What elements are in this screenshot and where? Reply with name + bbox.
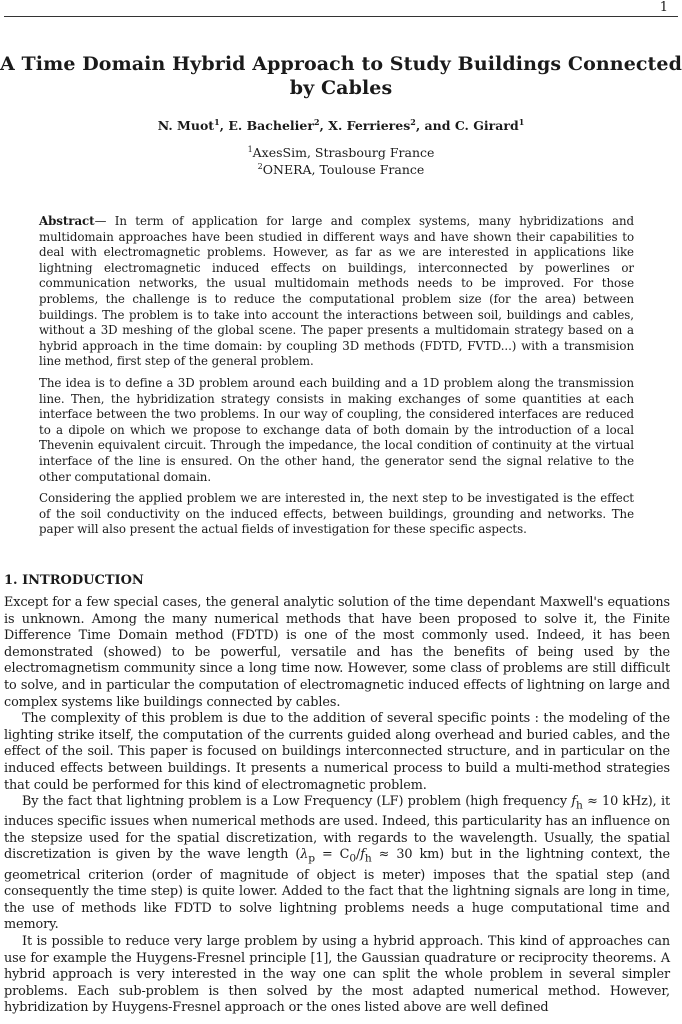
abstract-paragraph: The idea is to define a 3D problem around each building and a 1D problem along the transmission line. Then, the hybridization strategy consists in making exchanges of some quantities at each interface between the two problems. In our way of coupling, the considered interfaces are reduced to a dipole on which we propose to exchange data of both domain by the introduction of a local Thevenin equivalent circuit. Through the impedance, the local condition of continuity at the virtual interface of the line is ensured. On the other hand, the generator send the signal relative to the other computational domain. bbox=[39, 375, 634, 484]
math-subscript: h bbox=[364, 852, 372, 865]
section-body bbox=[4, 595, 670, 1017]
author-name: E. Bachelier bbox=[228, 118, 314, 133]
section-heading: 1. INTRODUCTION bbox=[4, 573, 144, 588]
affiliation-text: ONERA, Toulouse France bbox=[262, 162, 425, 177]
body-paragraph: It is possible to reduce very large problem by using a hybrid approach. This kind of approaches can use for example the Huygens-Fresnel principle [1], the Gaussian quadrature or reciprocity theorems. A hybrid approach is very interested in the way one can split the whole problem in several simpler problems. Each sub-problem is then solved by the most adapted numerical method. However, hybridization by Huygens-Fresnel approach or the ones listed above are well defined bbox=[4, 933, 670, 1016]
text-run: ≈ 10 kHz), it induces specific issues when numerical methods are used. Indeed, this particularity has an influence on the stepsize used for the spatial discretization, with regards to the wavelength. Usually, the spatial discretization is given by the wave length ( bbox=[4, 794, 670, 863]
abstract-paragraph: Considering the applied problem we are interested in, the next step to be investigated is the effect of the soil conductivity on the induced effects, between buildings, grounding and networks. The paper will also present the actual fields of investigation for these specific aspects. bbox=[39, 491, 634, 537]
author-separator: , and bbox=[415, 118, 455, 133]
author-affil-mark: 1 bbox=[214, 117, 220, 127]
affiliation-text: AxesSim, Strasbourg France bbox=[252, 145, 435, 160]
text-run: = C bbox=[314, 847, 350, 863]
body-paragraph bbox=[4, 794, 670, 934]
math-symbol: f bbox=[571, 794, 576, 810]
math-symbol: f bbox=[360, 847, 365, 863]
body-paragraph: The complexity of this problem is due to the addition of several specific points : the modeling of the lighting strike itself, the computation of the currents guided along overhead and buried cables, and the effect of the soil. This paper is focused on buildings interconnected structure, and in particular on the induced effects between buildings. It presents a numerical process to build a multi-method strategies that could be performed for this kind of electromagnetic problem. bbox=[4, 711, 670, 793]
author-list bbox=[0, 118, 682, 133]
author-separator: , bbox=[319, 118, 329, 133]
math-symbol: λ bbox=[300, 847, 309, 863]
abstract-text: In term of application for large and complex systems, many hybridizations and multidomain approaches have been studied in different ways and have shown their capabilities to deal with electromagnetic problems. However, as far as we are interested in applications like lightning electromagnetic induced effects on buildings, interconnected by powerlines or communication networks, the usual multidomain methods needs to be improved. For those problems, the challenge is to reduce the computational problem size (for the area) between buildings. The problem is to take into account the interactions between soil, buildings and cables, without a 3D meshing of the global scene. The paper presents a multidomain strategy based on a hybrid approach in the time domain: by coupling 3D methods (FDTD, FVTD...) with a transmision line method, first step of the general problem. bbox=[39, 214, 634, 369]
text-run: / bbox=[356, 847, 361, 863]
author-affil-mark: 2 bbox=[313, 117, 320, 127]
text-run: ≈ 30 km) but in the lightning context, the geometrical criterion (order of magnitude of object is meter) imposes that the spatial step (and consequently the time step) is quite lower. Added to the fact that the lightning signals are long in time, the use of methods like FDTD to solve lightning problems needs a huge computational time and memory. bbox=[4, 847, 670, 933]
text-run: By the fact that lightning problem is a Low Frequency (LF) problem (high frequency bbox=[22, 794, 572, 810]
math-subscript: h bbox=[576, 798, 583, 812]
body-paragraph: Except for a few special cases, the general analytic solution of the time dependant Maxwell's equations is unknown. Among the many numerical methods that have been proposed to solve it, the Finite Difference Time Domain method (FDTD) is one of the most commonly used. Indeed, it has been demonstrated (showed) to be powerful, versatile and has the benefits of being used by the electromagnetism community since a long time now. However, some class of problems are still difficult to solve, and in particular the computation of electromagnetic induced effects of lightning on large and complex systems like buildings connected by cables. bbox=[4, 595, 670, 710]
header-rule bbox=[4, 16, 678, 17]
author-affil-mark: 1 bbox=[518, 117, 525, 127]
author-name: X. Ferrieres bbox=[328, 118, 411, 133]
affiliation bbox=[0, 162, 682, 177]
author-name: N. Muot bbox=[157, 118, 215, 133]
math-subscript: p bbox=[308, 852, 315, 865]
abstract-paragraph bbox=[39, 214, 634, 370]
author-name: C. Girard bbox=[454, 118, 519, 133]
author-affil-mark: 2 bbox=[410, 117, 416, 127]
affiliation bbox=[0, 145, 682, 160]
abstract-label: Abstract bbox=[39, 214, 95, 228]
math-subscript: 0 bbox=[349, 852, 357, 865]
paper-title: A Time Domain Hybrid Approach to Study Buildings Connected by Cables bbox=[0, 53, 682, 99]
affiliation-mark: 2 bbox=[257, 162, 263, 171]
abstract bbox=[39, 214, 634, 544]
author-separator: , bbox=[219, 118, 229, 133]
abstract-dash: — bbox=[94, 214, 115, 228]
page-number: 1 bbox=[659, 0, 668, 15]
affiliation-mark: 1 bbox=[247, 145, 253, 154]
